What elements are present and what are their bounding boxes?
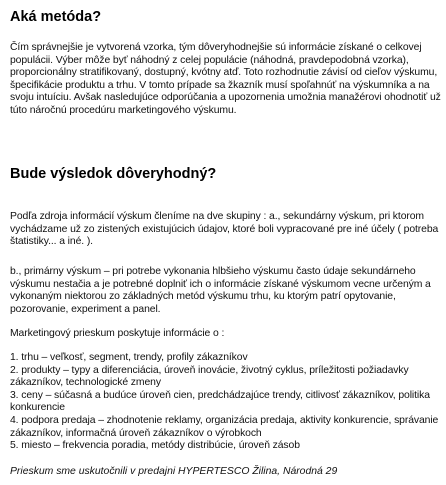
list-item: 5. miesto – frekvencia poradia, metódy distribúcie, úroveň zásob [10, 440, 300, 452]
method-paragraph: Čím správnejšie je vytvorená vzorka, tým dôveryhodnejšie sú informácie získané o celkovej populácii. Výber môže byť náhodný z celej populácie (náhodná, pravdepodobná vzorka), proporcionálny stratifikovaný, dostupný, kvótny atď. Toto rozhodnutie závisí od cieľov výskumu, špecifikácie produktu a trhu. V tomto prípade sa žkazník musí spoľahnúť na výskumníka a na svoju intuíciu. Avšak nasledujúce odporúčania a upozornenia umožnia manažérovi ohodnotiť už túto náročnú procedúru marketingového výskumu. [10, 42, 441, 116]
list-item: 2. produkty – typy a diferenciácia, úroveň inovácie, životný cyklus, príležitosti požiadavky zákazníkov, technologické zmeny [10, 364, 409, 389]
footer-note: Prieskum sme uskutočnili v predajni HYPERTESCO Žilina, Národná 29 [10, 466, 338, 477]
list-item: 1. trhu – veľkosť, segment, trendy, profily zákazníkov [10, 352, 248, 363]
info-list-lead: Marketingový prieskum poskytuje informácie o : [10, 328, 225, 339]
info-list [10, 352, 442, 453]
section-heading-method: Aká metóda? [10, 9, 102, 25]
research-types-paragraph: Podľa zdroja informácií výskum členíme na dve skupiny : a., sekundárny výskum, pri ktorom vychádzame už zo zistených existujúcich údajov, ktoré boli vypracované pre iné účely ( potreba štatistiky... a iné. ). [10, 211, 439, 248]
list-item: 4. podpora predaja – zhodnotenie reklamy, organizácia predaja, aktivity konkurencie, správanie zákazníkov, informačná úroveň zákazníkov o výrobkoch [10, 414, 439, 439]
section-heading-reliability: Bude výsledok dôveryhodný? [10, 166, 217, 182]
list-item: 3. ceny – súčasná a budúce úroveň cien, predchádzajúce trendy, citlivosť zákazníkov, politika konkurencie [10, 389, 430, 414]
primary-research-paragraph: b., primárny výskum – pri potrebe vykonania hlbšieho výskumu často údaje sekundárneho výskumu nestačia a je potrebné doplniť ich o informácie získané výskumom vecne určeným a vykonaným niektorou zo základných metód výskumu trhu, ku ktorým patrí opytovanie, pozorovanie, experiment a panel. [10, 266, 431, 315]
